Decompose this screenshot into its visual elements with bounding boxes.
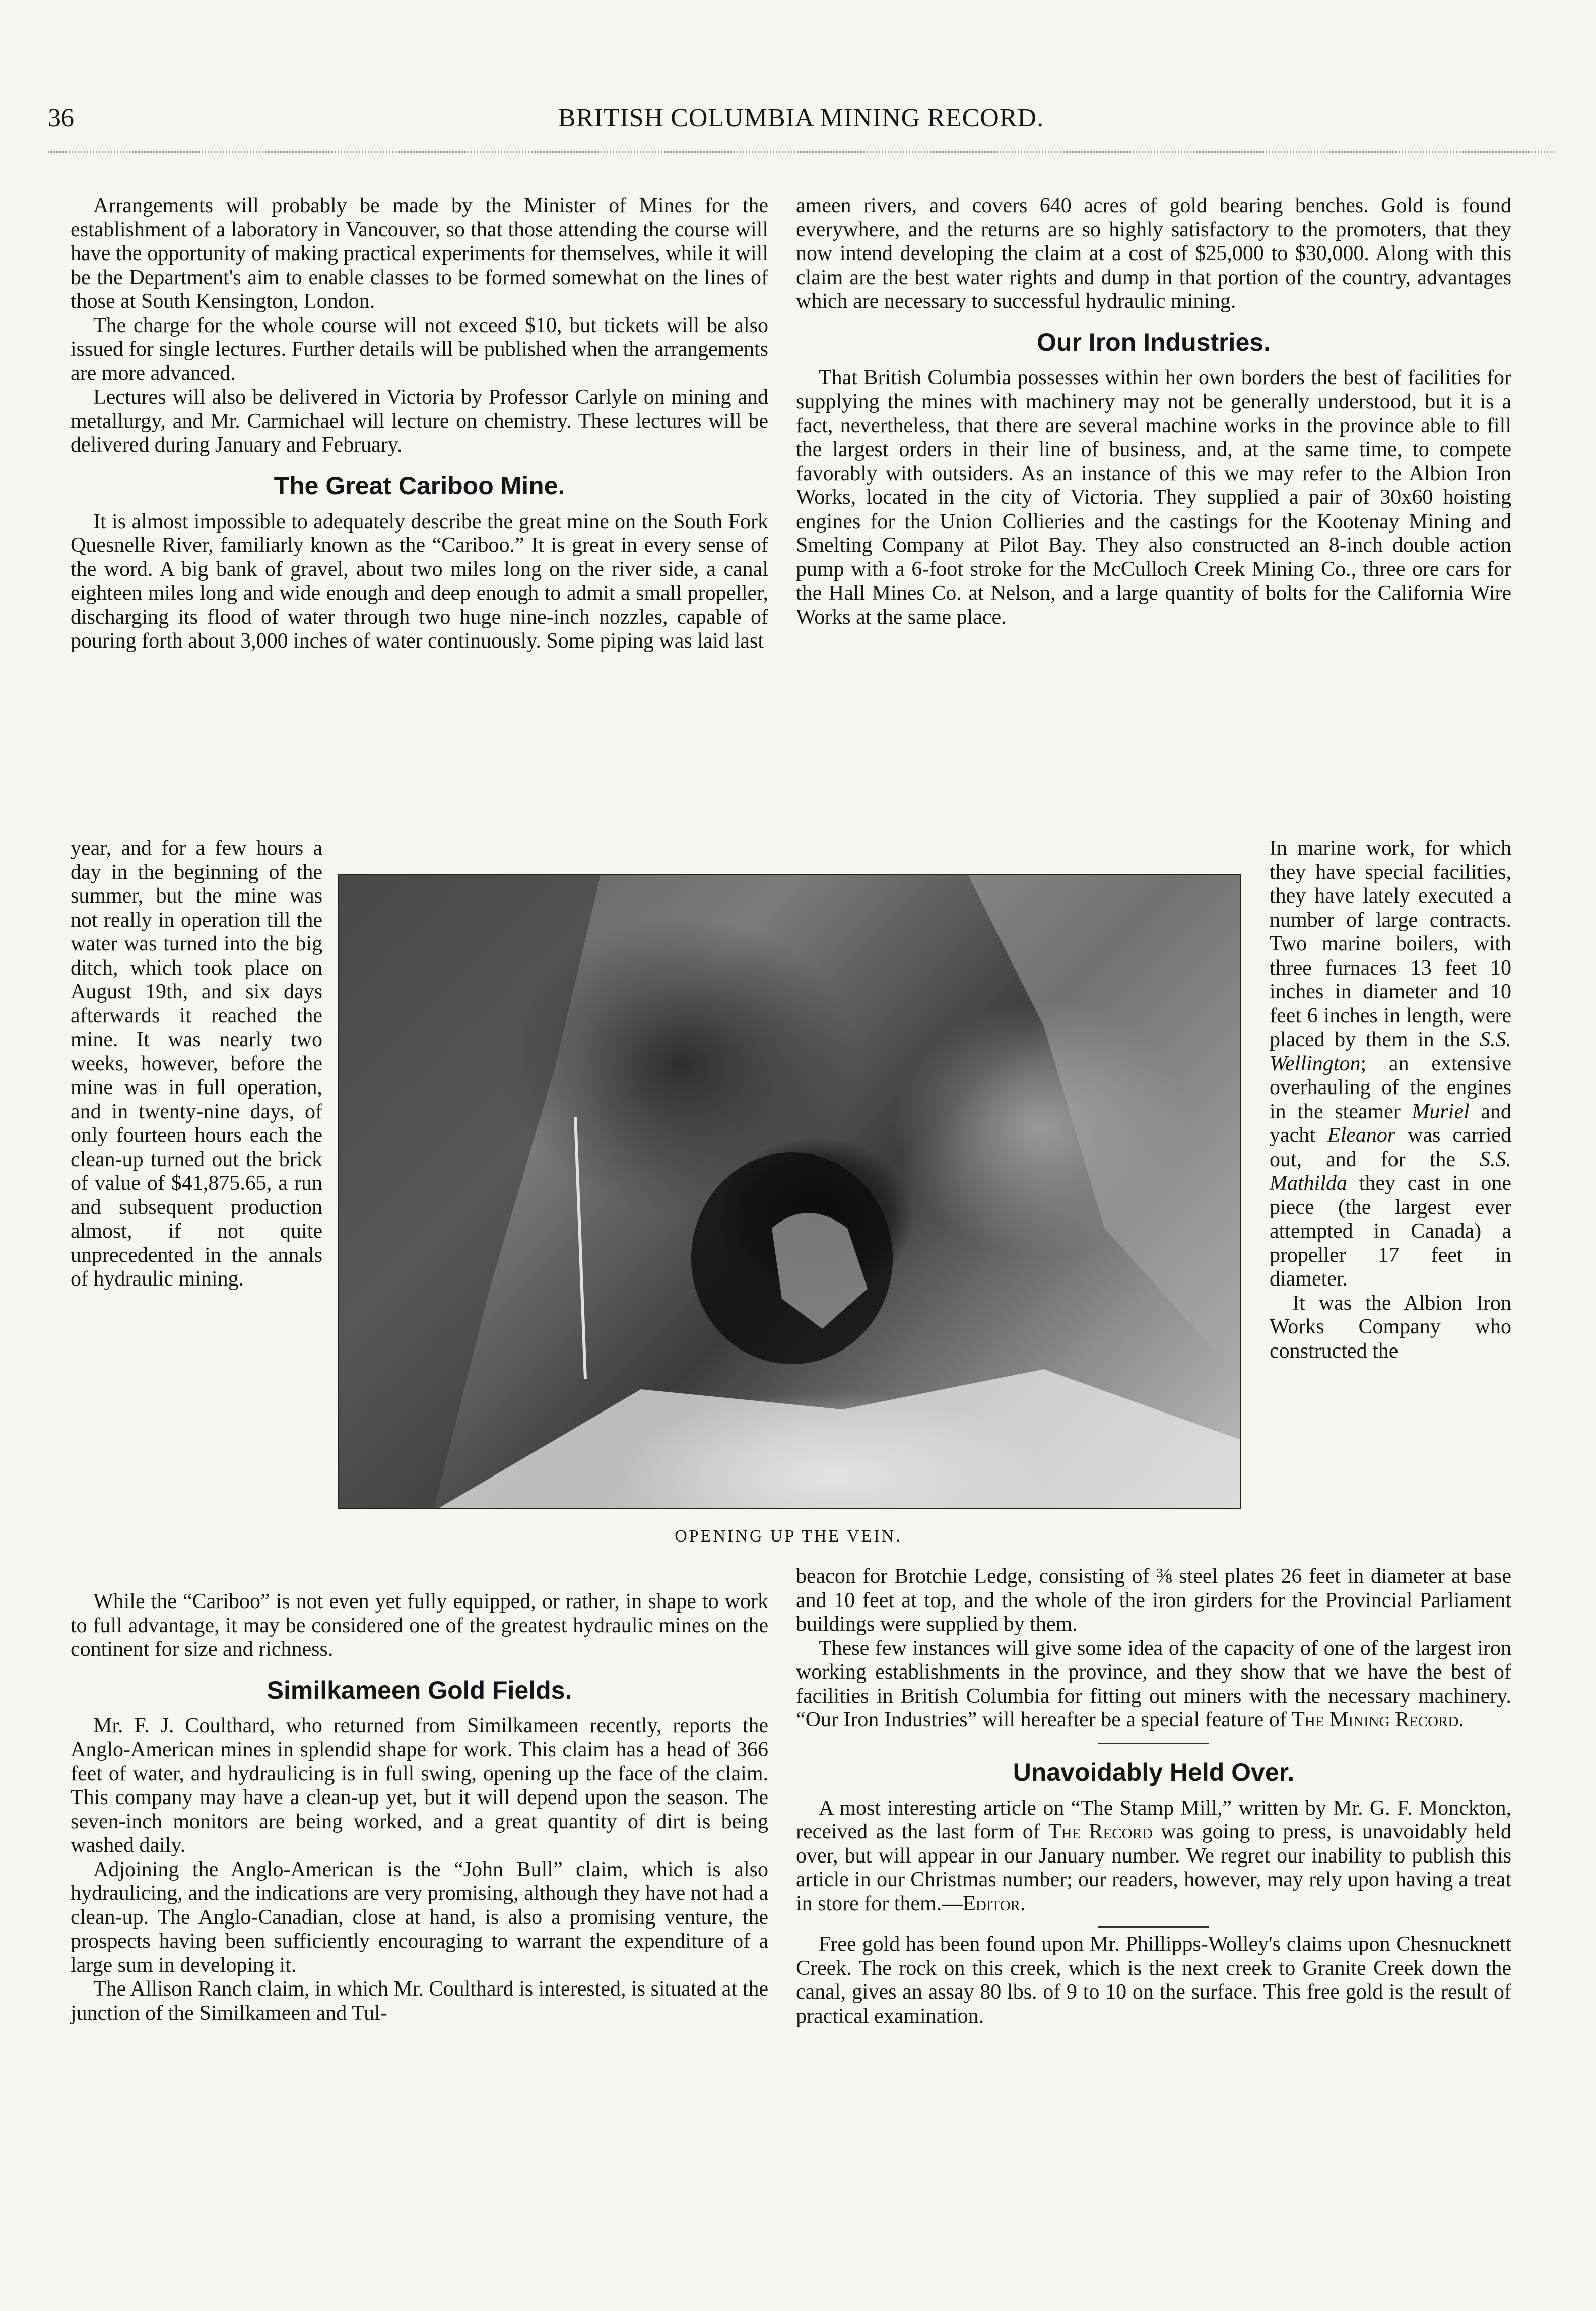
- iron-paragraph-3: These few instances will give some idea of the capacity of one of the largest iron working establishments in the province, and they show that we have the best of facilities in British Columbia for fitting out miners with the necessary machinery. “Our Iron Industries” will hereafter be a special feature of The Mining Record.: [796, 1636, 1511, 1731]
- right-column-lower: [796, 1565, 1511, 2028]
- iron-narrow-column: [1270, 837, 1511, 1363]
- iron-narrow-text-b: ; an extensive overhauling of the engines in the steamer: [1270, 1052, 1511, 1123]
- ship-eleanor: Eleanor: [1327, 1124, 1396, 1147]
- iron-narrow-text-f: It was the Albion Iron Works Company who constructed the: [1270, 1291, 1511, 1363]
- held-over-heading: Unavoidably Held Over.: [1013, 1758, 1295, 1786]
- cariboo-paragraph-1: It is almost impossible to adequately describe the great mine on the South Fork Quesnelle River, familiarly known as the “Cariboo.” It is great in every sense of the word. A big bank of gravel, about two miles long on the river side, a canal eighteen miles long and wide enough and deep enough to admit a small propeller, discharging its flood of water through two huge nine-inch nozzles, capable of pouring forth about 3,000 inches of water continuously. Some piping was laid last: [71, 509, 768, 653]
- cariboo-paragraph-2: While the “Cariboo” is not even yet fully equipped, or rather, in shape to work to full advantage, it may be considered one of the greatest hydraulic mines on the continent for size and richness.: [71, 1590, 768, 1661]
- allison-continuation: ameen rivers, and covers 640 acres of gold bearing benches. Gold is found everywhere, and the returns are so highly satisfactory to the promoters, that they now intend developing the claim at a cost of $25,000 to $30,000. Along with this claim are the best water rights and dump in that portion of the country, advantages which are necessary to successful hydraulic mining.: [796, 194, 1511, 313]
- ship-muriel: Muriel: [1412, 1100, 1470, 1123]
- similkameen-heading: Similkameen Gold Fields.: [267, 1676, 572, 1704]
- page-header: [48, 103, 1554, 139]
- cariboo-heading: The Great Cariboo Mine.: [274, 471, 565, 500]
- mine-photograph: [338, 874, 1241, 1509]
- iron-narrow-text-d: was carried out, and for the: [1270, 1124, 1512, 1171]
- ship-wellington: S.S. Wellington: [1270, 1028, 1512, 1075]
- section-divider: [1098, 1743, 1209, 1744]
- right-column-upper: [796, 194, 1511, 629]
- similkameen-paragraph-2: Adjoining the Anglo-American is the “John Bull” claim, which is also hydraulicing, and the indications are very promising, although they have not had a clean-up. The Anglo-Canadian, close at hand, is also a promising venture, the prospects having been sufficiently encouraging to warrant the expenditure of a large sum in developing it.: [71, 1857, 768, 1977]
- held-over-text: A most interesting article on “The Stamp Mill,” written by Mr. G. F. Monckton, received as the last form of: [796, 1796, 1511, 1843]
- similkameen-paragraph-3: The Allison Ranch claim, in which Mr. Coulthard is interested, is situated at the junction of the Similkameen and Tul-: [71, 1977, 768, 2025]
- ship-mathilda: S.S. Mathilda: [1270, 1147, 1512, 1195]
- intro-paragraph-3: Lectures will also be delivered in Victoria by Professor Carlyle on mining and metallurgy, and Mr. Carmichael will lecture on chemistry. These lectures will be delivered during January and February.: [71, 386, 768, 457]
- photo-texture: [339, 875, 1240, 1508]
- held-over-rest: was going to press, is unavoidably held over, but will appear in our January number. We regret our inability to publish this article in our Christmas number; our readers, however, may rely upon having a treat in store for them.—: [796, 1820, 1511, 1915]
- cariboo-narrow-column: [71, 837, 322, 1292]
- free-gold-paragraph: Free gold has been found upon Mr. Phillipps-Wolley's claims upon Chesnucknett Creek. The rock on this creek, which is the next creek to Granite Creek down the canal, gives an assay 80 lbs. of 9 to 10 on the surface. This free gold is the result of practical examination.: [796, 1933, 1511, 2028]
- page-number: 36: [48, 104, 74, 133]
- left-column-upper: [71, 194, 768, 654]
- cariboo-narrow-text: year, and for a few hours a day in the beginning of the summer, but the mine was not really in operation till the water was turned into the big ditch, which took place on August 19th, and six days afterwards it reached the mine. It was nearly two weeks, however, before the mine was in full operation, and in twenty-nine days, of only fourteen hours each the clean-up turned out the brick of value of $41,875.65, a run and subsequent production almost, if not quite unprecedented in the annals of hydraulic mining.: [71, 837, 322, 1291]
- iron-heading: Our Iron Industries.: [1037, 328, 1271, 356]
- journal-name: The Mining Record: [1292, 1708, 1459, 1731]
- header-rule: [48, 151, 1554, 153]
- similkameen-paragraph-1: Mr. F. J. Coulthard, who returned from Similkameen recently, reports the Anglo-American mines in splendid shape for work. This claim has a head of 366 feet of water, and hydraulicing is in full swing, opening up the face of the claim. This company may have a clean-up yet, but it will depend upon the season. The seven-inch monitors are being worked, and a great quantity of dirt is being washed daily.: [71, 1714, 768, 1857]
- intro-paragraph-1: Arrangements will probably be made by the Minister of Mines for the establishment of a laboratory in Vancouver, so that those attending the course will have the opportunity of making practical experiments for themselves, while it will be the Department's aim to enable classes to be formed somewhat on the lines of those at South Kensington, London.: [71, 194, 768, 313]
- iron-paragraph-2: beacon for Brotchie Ledge, consisting of ⅜ steel plates 26 feet in diameter at base and 10 feet at top, and the whole of the iron girders for the Provincial Parliament buildings were supplied by them.: [796, 1565, 1511, 1636]
- intro-paragraph-2: The charge for the whole course will not exceed $10, but tickets will be also issued for single lectures. Further details will be published when the arrangements are more advanced.: [71, 313, 768, 385]
- iron-paragraph-3-text: These few instances will give some idea of the capacity of one of the largest iron working establishments in the province, and they show that we have the best of facilities in British Columbia for fitting out miners with the necessary machinery. “Our Iron Industries” will hereafter be a special feature of: [796, 1636, 1511, 1731]
- iron-narrow-text-e: they cast in one piece (the largest ever attempted in Canada) a propeller 17 feet in diameter.: [1270, 1172, 1512, 1291]
- held-over-paragraph: [796, 1796, 1511, 1916]
- iron-paragraph-1: That British Columbia possesses within her own borders the best of facilities for supplying the mines with machinery may not be generally understood, but it is a fact, nevertheless, that there are several machine works in the province able to fill the largest orders in their line of business, and, at the same time, to compete favorably with outsiders. As an instance of this we may refer to the Albion Iron Works, located in the city of Victoria. They supplied a pair of 30x60 hoisting engines for the Union Collieries and the castings for the Kootenay Mining and Smelting Company at Pilot Bay. They also constructed an 8-inch double action pump with a 6-foot stroke for the McCulloch Creek Mining Co., three ore cars for the Hall Mines Co. at Nelson, and a large quantity of bolts for the California Wire Works at the same place.: [796, 366, 1511, 629]
- editor-signature: Editor.: [963, 1892, 1026, 1915]
- photo-caption: OPENING UP THE VEIN.: [675, 1527, 902, 1546]
- section-divider-2: [1098, 1926, 1209, 1928]
- iron-narrow-text-a: In marine work, for which they have special facilities, they have lately executed a number of large contracts. Two marine boilers, with three furnaces 13 feet 10 inches in diameter and 10 feet 6 inches in length, were placed by them in the: [1270, 837, 1511, 1051]
- iron-narrow-text-c: and yacht: [1270, 1100, 1512, 1147]
- record-name: The Record: [1048, 1820, 1153, 1843]
- left-column-lower: [71, 1590, 768, 2025]
- running-title: BRITISH COLUMBIA MINING RECORD.: [558, 104, 1044, 133]
